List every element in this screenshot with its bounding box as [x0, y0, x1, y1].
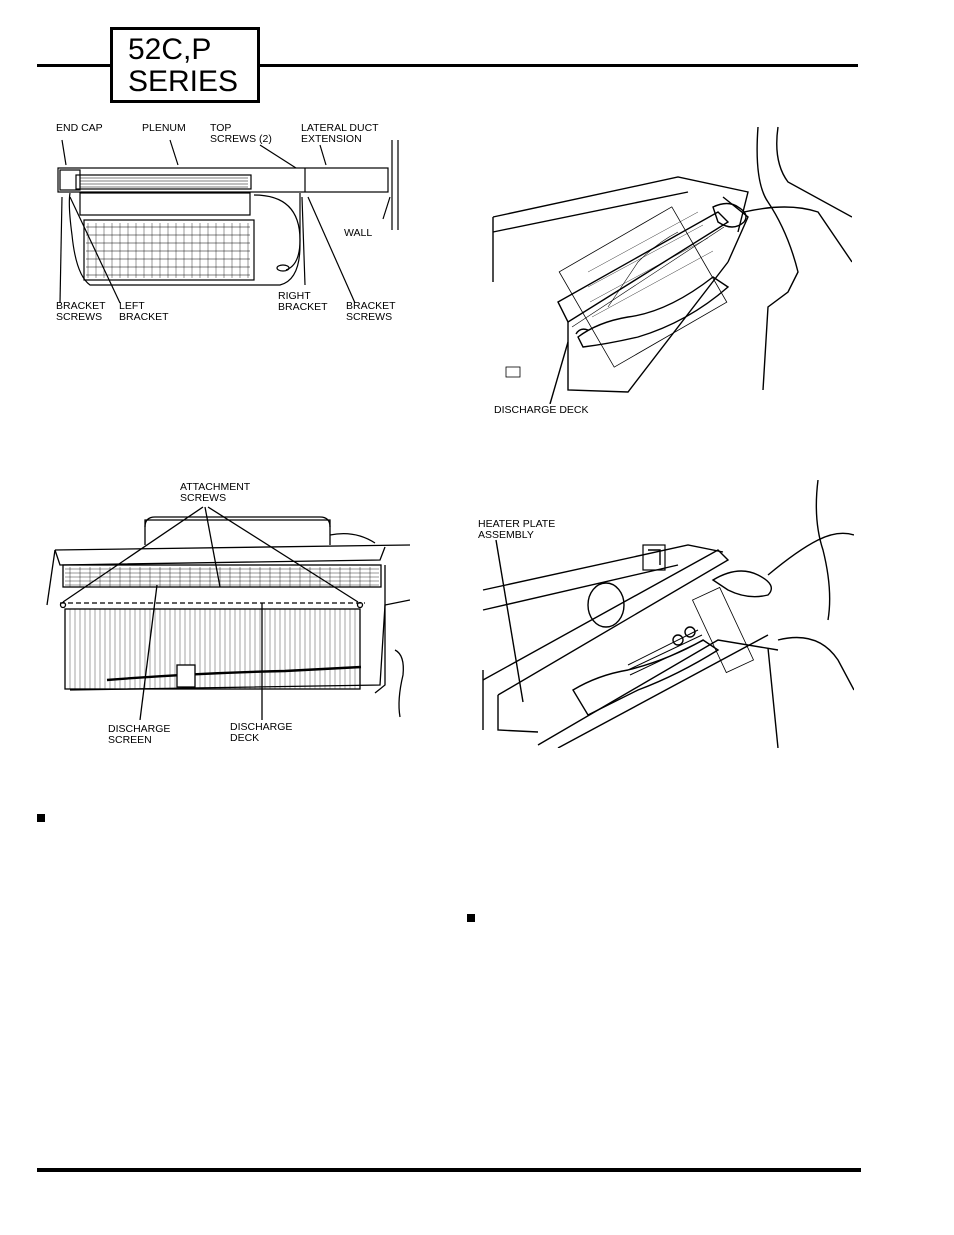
- label-attachment-screws: ATTACHMENT SCREWS: [180, 481, 251, 504]
- series-title-line2: SERIES: [128, 65, 239, 98]
- label-lateral-duct-extension: LATERAL DUCT EXTENSION: [301, 122, 379, 145]
- label-plenum: PLENUM: [142, 122, 186, 134]
- section-bullet-right: [467, 914, 475, 922]
- label-left-bracket: LEFT BRACKET: [119, 300, 169, 323]
- label-heater-plate-assembly: HEATER PLATE ASSEMBLY: [478, 518, 556, 541]
- label-discharge-screen: DISCHARGE SCREEN: [108, 723, 171, 746]
- series-title-box: [110, 27, 260, 103]
- footer-rule: [37, 1168, 861, 1172]
- discharge-deck-removal-illustration: [488, 122, 852, 404]
- label-bracket-screws-left: BRACKET SCREWS: [56, 300, 106, 323]
- label-discharge-deck-photo: DISCHARGE DECK: [494, 404, 589, 416]
- label-discharge-deck: DISCHARGE DECK: [230, 721, 293, 744]
- label-top-screws: TOP SCREWS (2): [210, 122, 272, 145]
- discharge-screen-attachment-illustration: [45, 505, 410, 720]
- label-bracket-screws-right: BRACKET SCREWS: [346, 300, 396, 323]
- series-title-line1: 52C,P: [128, 33, 212, 66]
- section-bullet-left: [37, 814, 45, 822]
- label-wall: WALL: [344, 227, 373, 239]
- label-right-bracket: RIGHT BRACKET: [278, 290, 328, 313]
- label-end-cap: END CAP: [56, 122, 103, 134]
- plenum-bracket-illustration: [50, 135, 420, 310]
